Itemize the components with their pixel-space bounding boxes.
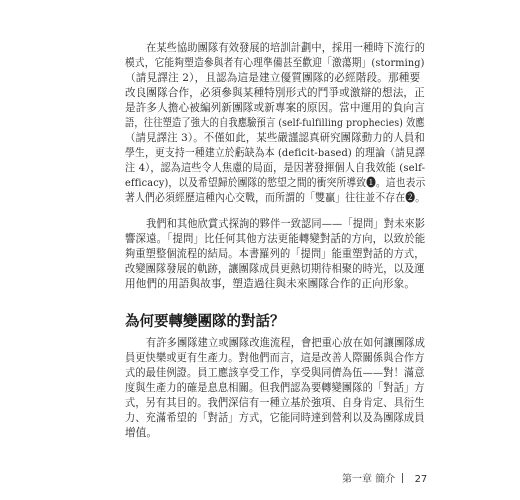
page-number: 27 — [414, 474, 428, 485]
paragraph-1-line: 模式，它能夠塑造參與者有心理準備甚至歡迎「激蕩期」(storming) — [125, 57, 425, 69]
paragraph-3-line: 增值。 — [125, 427, 158, 439]
footer-divider — [402, 473, 403, 483]
paragraph-1-line: 學生，更支持一種建立於虧缺為本 (deficit-based) 的理論（請見譯 — [125, 147, 426, 159]
paragraph-1-line: 著人們必須經歷這種內心交戰，而所謂的「雙贏」往往並不存在❷。 — [125, 192, 426, 204]
paragraph-2-line: 改變團隊發展的軌跡，讓團隊成員更熱切期待相聚的時光，以及運 — [125, 263, 425, 275]
section-heading: 為何要轉變團隊的對話？ — [125, 314, 285, 330]
paragraph-3-line: 度與生產力的確是息息相關。但我們認為要轉變團隊的「對話」方 — [125, 382, 425, 394]
paragraph-1-line: 是許多人擔心被編列新團隊或新專案的原因。當中運用的負向言 — [125, 102, 425, 114]
paragraph-2-line: 我們和其他欣賞式探詢的夥伴一致認同——「提問」對未來影 — [146, 218, 426, 230]
paragraph-1-line: 注 4），認為這些令人焦慮的局面，是因著發揮個人自我效能 (self- — [125, 162, 426, 174]
chapter-label: 第一章 — [342, 474, 372, 485]
paragraph-1-line: （請見譯注 3）。不僅如此，某些嚴謹認真研究團隊動力的人員和 — [125, 132, 425, 144]
paragraph-2-line: 響深遠。「提問」比任何其他方法更能轉變對話的方向，以致於能 — [125, 233, 426, 245]
paragraph-1-line: 在某些協助團隊有效發展的培訓計劃中，採用一種時下流行的 — [146, 42, 426, 54]
paragraph-1-line: 語，往往塑造了強大的自我應驗預言 (self-fulfilling prophecies) 效應 — [125, 117, 425, 129]
paragraph-3-line: 員更快樂或更有生產力。對他們而言，這是改善人際關係與合作方 — [125, 352, 425, 364]
paragraph-1-line: （請見譯注 2），且認為這是建立優質團隊的必經階段。那種要 — [125, 72, 421, 84]
paragraph-3-line: 式，另有其目的。我們深信有一種立基於強項、自身肯定、具衍生 — [125, 397, 425, 409]
paragraph-1-line: 改良團隊合作，必須參與某種特別形式的鬥爭或激辯的想法，正 — [125, 87, 425, 99]
chapter-title: 簡介 — [375, 474, 396, 485]
paragraph-3-line: 式的最佳例證。員工應該享受工作，享受與同儕為伍——對！滿意 — [125, 367, 425, 379]
paragraph-2-line: 用他們的用語與故事，塑造過往與未來團隊合作的正向形象。 — [125, 278, 416, 290]
paragraph-2-line: 夠重塑整個流程的結局。本書羅列的「提問」能重塑對話的方式， — [125, 248, 425, 260]
paragraph-1-line: efficacy)，以及希望歸於團隊的慾望之間的衝突所導致❶。這也表示 — [125, 177, 426, 189]
page-footer — [342, 470, 427, 485]
paragraph-3-line: 有許多團隊建立或團隊改進流程，會把重心放在如何讓團隊成 — [146, 337, 426, 349]
paragraph-3-line: 力、充滿希望的「對話」方式，它能同時達到營利以及為團隊成員 — [125, 412, 425, 424]
